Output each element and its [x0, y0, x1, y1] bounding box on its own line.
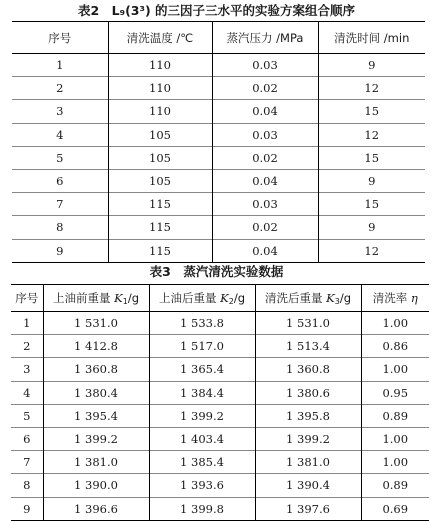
table2-header-row: [12, 22, 425, 54]
table3-header-cell: [149, 285, 255, 312]
table2-cell: 1: [56, 58, 64, 73]
table3-body: [11, 312, 429, 521]
table3-cell: 1 517.0: [149, 335, 255, 358]
table3-cell: 1 397.6: [255, 497, 361, 520]
table2-cell: 9: [12, 239, 108, 262]
table2-header-cell: 序号: [12, 22, 108, 54]
table3-cell: 0.86: [361, 335, 429, 358]
table3-row: [11, 474, 429, 497]
header-variable: K: [220, 291, 229, 305]
table2-row: [12, 216, 425, 239]
table3-cell: 1 412.8: [43, 335, 149, 358]
table2-cell: 9: [318, 169, 425, 192]
header-unit: /g: [127, 291, 140, 305]
table3-cell: 1 360.8: [43, 358, 149, 381]
table3-cell: 1 365.4: [149, 358, 255, 381]
table2-header-cell: 蒸汽压力 /MPa: [212, 22, 318, 54]
table2-cell: 110: [108, 77, 212, 100]
header-text: 清洗后重量: [264, 291, 327, 305]
table3-cell: 1 390.0: [43, 474, 149, 497]
header-text: 上油前重量: [52, 291, 115, 305]
table2-cell: 105: [108, 123, 212, 146]
table3-cell: 1 390.4: [255, 474, 361, 497]
table2-cell: 6: [12, 169, 108, 192]
header-unit: /g: [233, 291, 246, 305]
table3-row: [11, 451, 429, 474]
table2-cell: 15: [318, 146, 425, 169]
table2-cell: 9: [318, 216, 425, 239]
table2-cell: 12: [318, 239, 425, 262]
table2-cell: 15: [318, 193, 425, 216]
table2-cell: 0.02: [212, 216, 318, 239]
table3-cell: 1.00: [361, 358, 429, 381]
table3-cell: 1 395.4: [43, 404, 149, 427]
table3-cell: 0.89: [361, 404, 429, 427]
table2-row: [12, 100, 425, 123]
header-subscript: 2: [228, 297, 234, 306]
table2-cell: 0.03: [212, 193, 318, 216]
table2-cell: 9: [318, 54, 425, 77]
header-variable: η: [410, 291, 418, 305]
table3-cell: 0.69: [361, 497, 429, 520]
table2-cell: 5: [12, 146, 108, 169]
table3-cell: 1: [23, 316, 31, 331]
table3-cell: 1 380.4: [43, 381, 149, 404]
table3-cell: 1 403.4: [149, 427, 255, 450]
table2-cell: 0.04: [212, 169, 318, 192]
table2-cell: 115: [108, 193, 212, 216]
table2-cell: 105: [108, 169, 212, 192]
table3-row: [11, 312, 429, 335]
table3-cell: 1.00: [361, 312, 429, 335]
table2-cell: 4: [12, 123, 108, 146]
header-text: 清洗率: [372, 291, 411, 305]
table3-cell: 0.89: [361, 474, 429, 497]
table2-cell: 105: [108, 146, 212, 169]
table2-row: [12, 193, 425, 216]
table2-row: [12, 77, 425, 100]
table3-row: [11, 381, 429, 404]
table3-cell: 1 380.6: [255, 381, 361, 404]
table3-cell: 1 399.8: [149, 497, 255, 520]
table2-cell: 7: [12, 193, 108, 216]
table3-row: [11, 497, 429, 520]
table3-cell: 1 385.4: [149, 451, 255, 474]
table2-cell: 0.03: [212, 54, 318, 77]
header-variable: K: [114, 291, 123, 305]
table2-cell: 0.02: [212, 146, 318, 169]
table3-header-cell: [43, 285, 149, 312]
table3-cell: 0.95: [361, 381, 429, 404]
table3-cell: 1 393.6: [149, 474, 255, 497]
table3-cell: 1 381.0: [255, 451, 361, 474]
table3-caption: 表3 蒸汽清洗实验数据: [149, 264, 284, 279]
table2-cell: 115: [108, 216, 212, 239]
table2-cell: 8: [12, 216, 108, 239]
table2-header-cell: 清洗温度 /℃: [108, 22, 212, 54]
steam-cleaning-data-table: [11, 284, 429, 521]
table3-cell: 1 399.2: [43, 427, 149, 450]
table2-cell: 0.03: [212, 123, 318, 146]
table3-cell: 8: [11, 474, 43, 497]
table3-cell: 1 360.8: [255, 358, 361, 381]
table3-cell: 9: [11, 497, 43, 520]
table3-cell: 2: [11, 335, 43, 358]
table2-cell: 0.04: [212, 239, 318, 262]
table2-cell: 115: [108, 239, 212, 262]
table2-row: [12, 239, 425, 262]
table3-cell: 4: [11, 381, 43, 404]
table3-cell: 1 399.2: [255, 427, 361, 450]
table2-cell: 0.02: [212, 77, 318, 100]
table2-row: [12, 146, 425, 169]
table2-cell: 15: [318, 100, 425, 123]
header-text: 上油后重量: [158, 291, 221, 305]
table3-row: [11, 335, 429, 358]
table2-cell: 12: [318, 77, 425, 100]
table3-cell: 1 395.8: [255, 404, 361, 427]
table2-caption: 表2 L₉(3³) 的三因子三水平的实验方案组合顺序: [77, 3, 356, 18]
table2-cell: 3: [12, 100, 108, 123]
table3-header-cell: [255, 285, 361, 312]
table2-row: [12, 54, 425, 77]
table3-cell: 1 399.2: [149, 404, 255, 427]
header-subscript: 3: [334, 297, 340, 306]
header-text: 序号: [15, 291, 39, 305]
table3-cell: 1 381.0: [43, 451, 149, 474]
table2-cell: 110: [108, 100, 212, 123]
table3-header-cell: [361, 285, 429, 312]
table3-cell: 1 531.0: [43, 312, 149, 335]
table3-cell: 1 531.0: [255, 312, 361, 335]
table3-row: [11, 404, 429, 427]
table2-cell: 0.04: [212, 100, 318, 123]
table2-row: [12, 169, 425, 192]
table2-body: [12, 54, 425, 263]
table3-cell: 1.00: [361, 427, 429, 450]
table2-cell: 110: [108, 54, 212, 77]
table2-header-cell: 清洗时间 /min: [318, 22, 425, 54]
header-variable: K: [326, 291, 335, 305]
table3-row: [11, 358, 429, 381]
table3-cell: 1 513.4: [255, 335, 361, 358]
table3-cell: 3: [11, 358, 43, 381]
table2-cell: 2: [12, 77, 108, 100]
table3-cell: 6: [11, 427, 43, 450]
table2-row: [12, 123, 425, 146]
table3-cell: 1.00: [361, 451, 429, 474]
table3-cell: 1 533.8: [149, 312, 255, 335]
table3-cell: 1 396.6: [43, 497, 149, 520]
table2-cell: 12: [318, 123, 425, 146]
experiment-scheme-table: [12, 21, 425, 263]
table3-row: [11, 427, 429, 450]
table3-cell: 1 384.4: [149, 381, 255, 404]
table3-header-cell: [11, 285, 43, 312]
table3-cell: 5: [11, 404, 43, 427]
table3-header-row: [11, 285, 429, 312]
header-subscript: 1: [122, 297, 128, 306]
table3-cell: 7: [11, 451, 43, 474]
header-unit: /g: [339, 291, 352, 305]
